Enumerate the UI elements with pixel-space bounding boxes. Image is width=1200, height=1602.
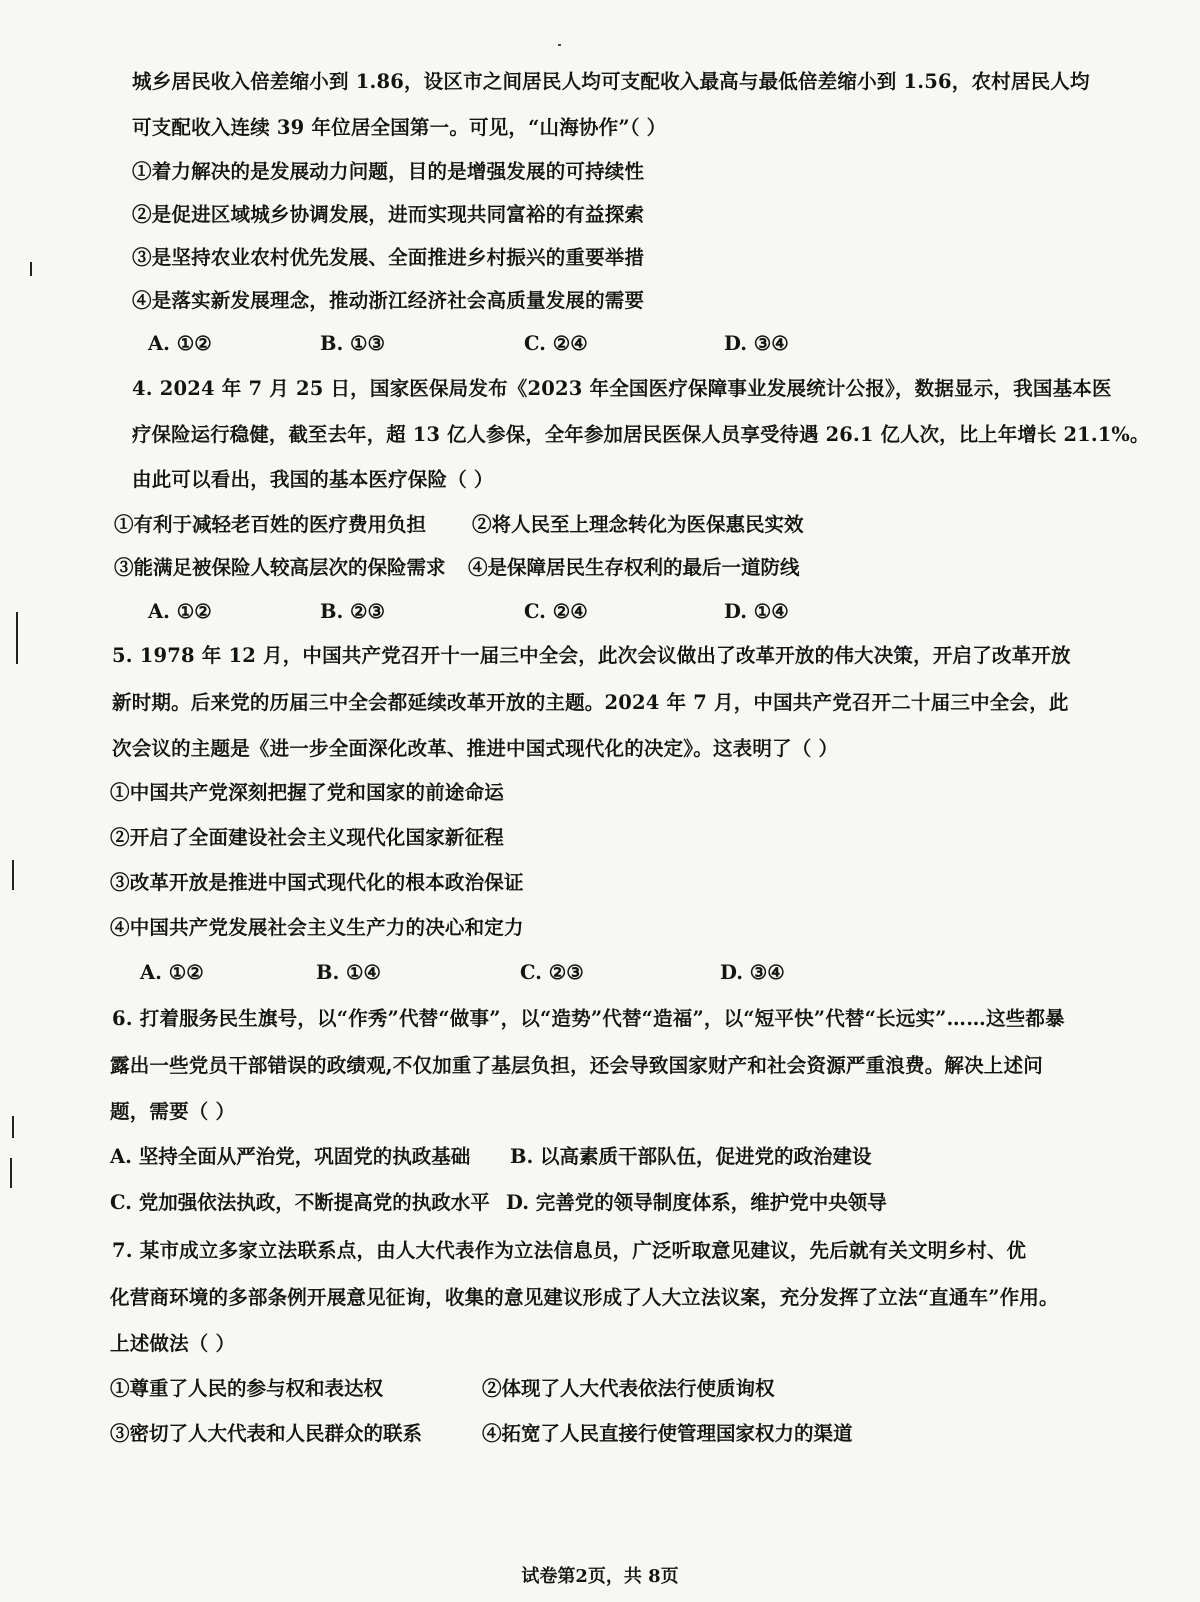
q7-stem-line-1: 7. 某市成立多家立法联系点，由人大代表作为立法信息员，广泛听取意见建议，先后就有关文明乡村、优 [112,1239,1027,1262]
q4-option-c[interactable]: C. ②④ [524,600,588,623]
intro-line-1: 城乡居民收入倍差缩小到 1.86，设区市之间居民人均可支配收入最高与最低倍差缩小到 1.56，农村居民人均 [132,70,1090,93]
q3-statement-1: ①着力解决的是发展动力问题，目的是增强发展的可持续性 [132,160,645,183]
q5-statement-1: ①中国共产党深刻把握了党和国家的前途命运 [110,781,505,804]
q5-stem-line-2: 新时期。后来党的历届三中全会都延续改革开放的主题。2024 年 7 月，中国共产党召开二十届三中全会，此 [112,691,1069,714]
q3-option-c[interactable]: C. ②④ [524,332,588,355]
q7-statement-2: ②体现了人大代表依法行使质询权 [482,1377,775,1400]
page-footer: 试卷第2页，共 8页 [521,1566,679,1587]
q7-statement-3: ③密切了人大代表和人民群众的联系 [110,1422,423,1445]
q5-statement-3: ③改革开放是推进中国式现代化的根本政治保证 [110,871,524,894]
scan-speck [558,44,561,46]
q5-option-c[interactable]: C. ②③ [520,961,584,984]
q3-statement-3: ③是坚持农业农村优先发展、全面推进乡村振兴的重要举措 [132,246,645,269]
q6-stem-line-3: 题，需要（ ） [110,1100,236,1123]
q7-stem-line-2: 化营商环境的多部条例开展意见征询，收集的意见建议形成了人大立法议案，充分发挥了立法“直通车”作用。 [110,1286,1059,1309]
q7-stem-line-3: 上述做法（ ） [110,1332,236,1355]
q4-stem-line-1: 4. 2024 年 7 月 25 日，国家医保局发布《2023 年全国医疗保障事业发展统计公报》，数据显示，我国基本医 [132,377,1112,400]
q5-option-b[interactable]: B. ①④ [316,961,382,984]
q4-option-b[interactable]: B. ②③ [320,600,386,623]
q5-statement-4: ④中国共产党发展社会主义生产力的决心和定力 [110,916,524,939]
q5-statement-2: ②开启了全面建设社会主义现代化国家新征程 [110,826,505,849]
q5-option-a[interactable]: A. ①② [140,961,204,984]
q6-stem-line-2: 露出一些党员干部错误的政绩观,不仅加重了基层负担，还会导致国家财产和社会资源严重浪费。解决上述问 [110,1054,1043,1077]
q3-option-d[interactable]: D. ③④ [724,332,789,355]
q4-stem-line-2: 疗保险运行稳健，截至去年，超 13 亿人参保，全年参加居民医保人员享受待遇 26.1 亿人次，比上年增长 21.1%。 [132,423,1150,446]
q3-option-a[interactable]: A. ①② [148,332,212,355]
q4-statement-1: ①有利于减轻老百姓的医疗费用负担 [114,513,427,536]
q6-option-d[interactable]: D. 完善党的领导制度体系，维护党中央领导 [506,1191,887,1214]
q7-statement-4: ④拓宽了人民直接行使管理国家权力的渠道 [482,1422,853,1445]
q3-option-b[interactable]: B. ①③ [320,332,386,355]
q6-option-a[interactable]: A. 坚持全面从严治党，巩固党的执政基础 [110,1145,471,1168]
q4-option-d[interactable]: D. ①④ [724,600,789,623]
margin-mark [12,1116,14,1138]
q4-stem-line-3: 由此可以看出，我国的基本医疗保险（ ） [132,468,494,491]
margin-mark [16,612,18,664]
q4-statement-2: ②将人民至上理念转化为医保惠民实效 [472,513,804,536]
q5-option-d[interactable]: D. ③④ [720,961,785,984]
q4-statement-3: ③能满足被保险人较高层次的保险需求 [114,556,446,579]
q5-stem-line-3: 次会议的主题是《进一步全面深化改革、推进中国式现代化的决定》。这表明了（ ） [112,737,839,760]
q4-option-a[interactable]: A. ①② [148,600,212,623]
q3-statement-2: ②是促进区域城乡协调发展，进而实现共同富裕的有益探索 [132,203,645,226]
q7-statement-1: ①尊重了人民的参与权和表达权 [110,1377,384,1400]
margin-mark [30,262,32,276]
q4-statement-4: ④是保障居民生存权利的最后一道防线 [468,556,800,579]
q5-stem-line-1: 5. 1978 年 12 月，中国共产党召开十一届三中全会，此次会议做出了改革开放的伟大决策，开启了改革开放 [112,644,1071,667]
q3-statement-4: ④是落实新发展理念，推动浙江经济社会高质量发展的需要 [132,289,645,312]
margin-mark [12,860,14,890]
margin-mark [10,1158,12,1188]
q6-option-b[interactable]: B. 以高素质干部队伍，促进党的政治建设 [510,1145,872,1168]
intro-line-2: 可支配收入连续 39 年位居全国第一。可见，“山海协作”（ ） [132,116,667,139]
q6-option-c[interactable]: C. 党加强依法执政，不断提高党的执政水平 [110,1191,490,1214]
q6-stem-line-1: 6. 打着服务民生旗号，以“作秀”代替“做事”，以“造势”代替“造福”，以“短平快”代替“长远实”……这些都暴 [112,1007,1065,1030]
